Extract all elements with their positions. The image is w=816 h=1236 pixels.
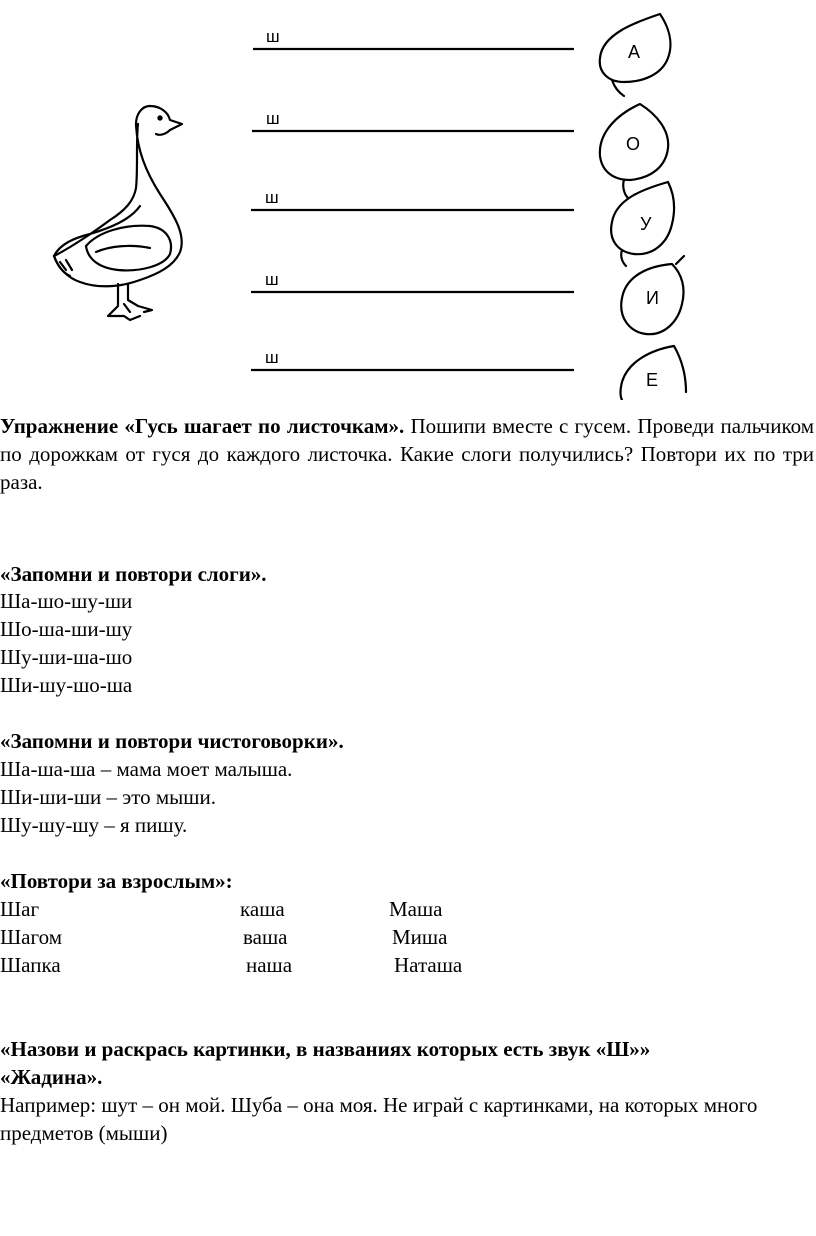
exercise-title: Упражнение «Гусь шагает по листочкам».: [0, 414, 405, 438]
leaf-letter-5: Е: [646, 370, 659, 390]
leaf-letter-3: У: [640, 214, 652, 234]
word-cell: ваша: [243, 925, 288, 949]
path-prefix-3: ш: [265, 188, 279, 207]
exercise-description: [0, 412, 814, 496]
syllable-line-4: Ши-шу-шо-ша: [0, 673, 133, 697]
leaf-letter-4: И: [646, 288, 659, 308]
tongue-twister-line-2: Ши-ши-ши – это мыши.: [0, 785, 216, 809]
syllables-title: «Запомни и повтори слоги».: [0, 562, 267, 586]
word-row-3: [0, 951, 816, 979]
word-cell: Наташа: [394, 953, 463, 977]
repeat-title: «Повтори за взрослым»:: [0, 869, 233, 893]
word-cell: Шапка: [0, 953, 61, 977]
leaf-icon-4: [621, 256, 684, 334]
word-row-2: [0, 923, 816, 951]
path-prefix-4: ш: [265, 270, 279, 289]
word-cell: Шаг: [0, 897, 40, 921]
exercise-text: Пошипи вместе с гусем. Проведи пальчиком по дорожкам от гуся до каждого листочка. Какие слоги получились? Повтори их по три раза.: [0, 414, 814, 494]
word-cell: Шагом: [0, 925, 62, 949]
syllable-line-2: Шо-ша-ши-шу: [0, 617, 133, 641]
word-cell: каша: [240, 897, 285, 921]
path-prefixes: [265, 27, 280, 367]
tongue-twister-line-3: Шу-шу-шу – я пишу.: [0, 813, 188, 837]
goose-drawing: [54, 106, 182, 320]
exercise-illustration: [0, 0, 816, 400]
coloring-title: «Назови и раскрась картинки, в названиях которых есть звук «Ш»»: [0, 1037, 651, 1061]
syllable-line-1: Ша-шо-шу-ши: [0, 589, 133, 613]
leaves: [600, 14, 686, 400]
word-cell: Миша: [392, 925, 448, 949]
leaf-icon-3: [611, 182, 674, 266]
leaf-letter-2: О: [626, 134, 641, 154]
leaf-icon-1: [600, 14, 671, 96]
letter-paths: [251, 49, 574, 370]
syllable-line-3: Шу-ши-ша-шо: [0, 645, 133, 669]
path-prefix-1: ш: [266, 27, 280, 46]
tongue-twister-line-1: Ша-ша-ша – мама моет малыша.: [0, 757, 293, 781]
leaf-letter-1: А: [628, 42, 641, 62]
game-title: «Жадина».: [0, 1065, 103, 1089]
tongue-twisters-title: «Запомни и повтори чистоговорки».: [0, 729, 344, 753]
word-cell: наша: [246, 953, 293, 977]
path-prefix-2: ш: [266, 109, 280, 128]
word-row-1: [0, 895, 816, 923]
game-description: Например: шут – он мой. Шуба – она моя. Не играй с картинками, на которых много предметов (мыши): [0, 1093, 758, 1145]
path-prefix-5: ш: [265, 348, 279, 367]
word-cell: Маша: [389, 897, 443, 921]
leaf-icon-2: [600, 104, 668, 198]
leaf-icon-5: [621, 346, 687, 400]
